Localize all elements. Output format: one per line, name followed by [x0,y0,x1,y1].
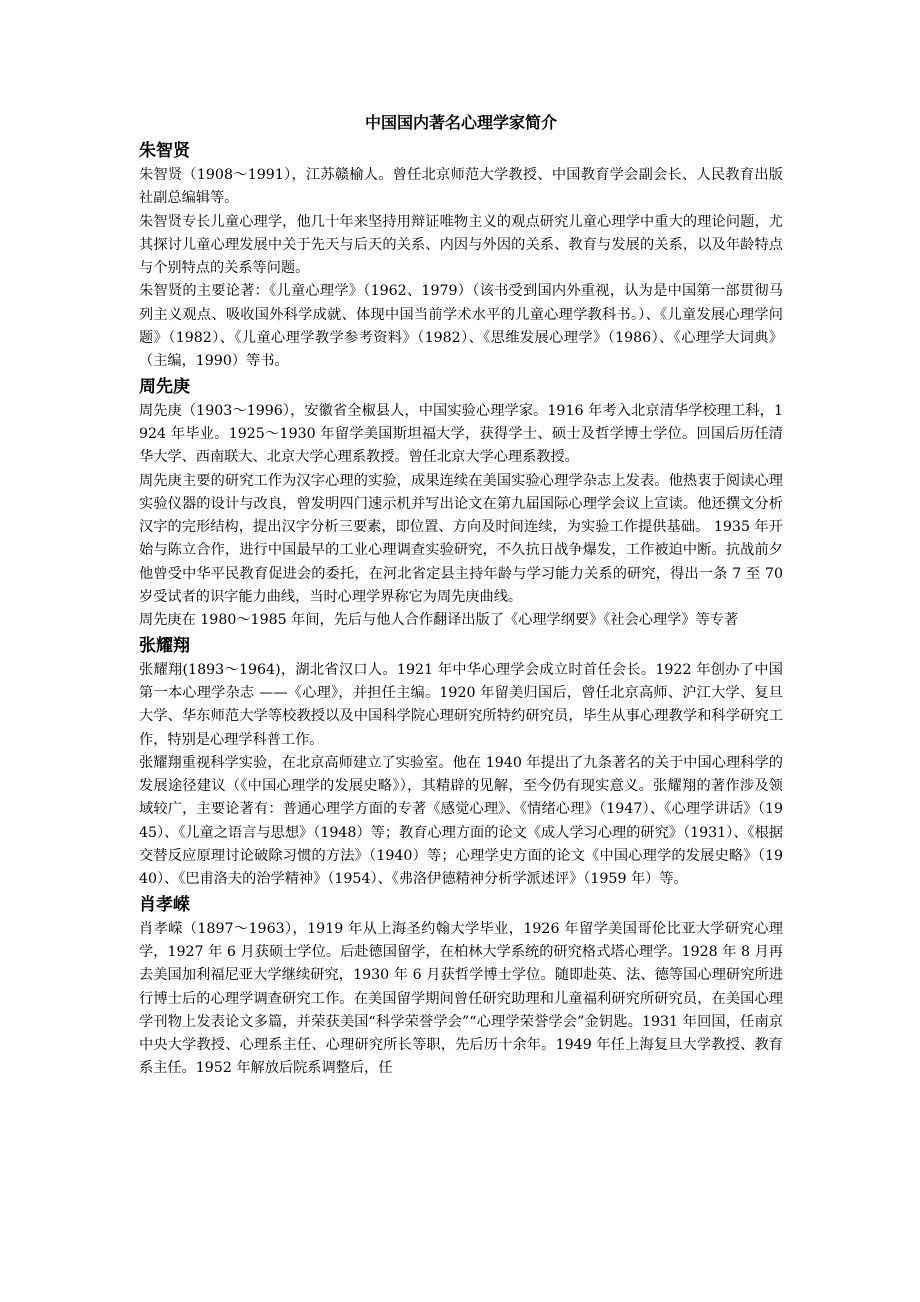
person-name-heading: 朱智贤 [139,141,190,161]
section-zhu-zhixian [139,138,783,374]
body-paragraph: 朱智贤（1908～1991），江苏赣榆人。曾任北京师范大学教授、中国教育学会副会长、人民教育出版社副总编辑等。 [139,167,783,207]
section-zhang-yaoxiang [139,633,783,892]
body-paragraph: 周先庚在 1980～1985 年间，先后与他人合作翻译出版了《心理学纲要》《社会心理学》等专著 [139,612,739,629]
document-title: 中国国内著名心理学家简介 [364,113,557,132]
body-paragraph: 张耀翔(1893～1964)，湖北省汉口人。1921 年中华心理学会成立时首任会长。1922 年创办了中国第一本心理学杂志 ——《心理》，并担任主编。1920 年留美归国后，曾任北京高师、沪江大学、复旦大学、华东师范大学等校教授以及中国科学院心理研究所特约研究员，毕生从事心理教学和科学研究工作，特别是心理学科普工作。 [139,661,783,748]
body-paragraph: 周先庚（1903～1996），安徽省全椒县人，中国实验心理学家。1916 年考入北京清华学校理工科，1924 年毕业。1925～1930 年留学美国斯坦福大学，获得学士、硕士及哲学博士学位。回国后历任清华大学、西南联大、北京大学心理系教授。曾任北京大学心理系教授。 [139,402,783,466]
section-xiao-xiaorong [139,892,783,1081]
body-paragraph: 朱智贤专长儿童心理学，他几十年来坚持用辩证唯物主义的观点研究儿童心理学中重大的理论问题，尤其探讨儿童心理发展中关于先天与后天的关系、内因与外因的关系、教育与发展的关系，以及年龄特点与个别特点的关系等问题。 [139,213,783,277]
section-zhou-xiangeng [139,374,783,633]
person-name-heading: 张耀翔 [139,635,190,656]
person-name-heading: 肖孝嵘 [139,894,190,915]
body-paragraph: 肖孝嵘（1897～1963），1919 年从上海圣约翰大学毕业，1926 年留学美国哥伦比亚大学研究心理学，1927 年 6 月获硕士学位。后赴德国留学，在柏林大学系统的研究格式塔心理学。1928 年 8 月再去美国加利福尼亚大学继续研究，1930 年 6 月获哲学博士学位。随即赴英、法、德等国心理研究所进行博士后的心理学调查研究工作。在美国留学期间曾任研究助理和儿童福利研究所研究员，在美国心理学刊物上发表论文多篇，并荣获美国“科学荣誉学会”“心理学荣誉学会”金钥匙。1931 年回国，任南京中央大学教授、心理系主任、心理研究所长等职，先后历十余年。1949 年任上海复旦大学教授、教育系主任。1952 年解放后院系调整后，任 [139,920,783,1077]
body-paragraph: 张耀翔重视科学实验，在北京高师建立了实验室。他在 1940 年提出了九条著名的关于中国心理科学的发展途径建议（《中国心理学的发展史略》），其精辟的见解，至今仍有现实意义。张耀翔的著作涉及领域较广，主要论著有：普通心理学方面的专著《感觉心理》、《情绪心理》（1947）、《心理学讲话》（1945）、《儿童之语言与思想》（1948）等；教育心理方面的论文《成人学习心理的研究》（1931）、《根据交替反应原理讨论破除习惯的方法》（1940）等；心理学史方面的论文《中国心理学的发展史略》（1940）、《巴甫洛夫的治学精神》（1954）、《弗洛伊德精神分析学派述评》（1959 年）等。 [139,754,783,888]
body-paragraph: 朱智贤的主要论著：《儿童心理学》（1962、1979）（该书受到国内外重视，认为是中国第一部贯彻马列主义观点、吸收国外科学成就、体现中国当前学术水平的儿童心理学教科书。）、《儿童发展心理学问题》（1982）、《儿童心理学教学参考资料》（1982）、《思维发展心理学》（1986）、《心理学大词典》（主编，1990）等书。 [139,283,783,370]
person-name-heading: 周先庚 [139,376,190,397]
body-paragraph: 周先庚主要的研究工作为汉字心理的实验，成果连续在美国实验心理学杂志上发表。他热衷于阅读心理实验仪器的设计与改良，曾发明四门速示机并写出论文在第九届国际心理学会议上宣读。他还撰文分析汉字的完形结构，提出汉字分析三要素，即位置、方向及时间连续，为实验工作提供基础。 1935 年开始与陈立合作，进行中国最早的工业心理调查实验研究，不久抗日战争爆发，工作被迫中断。抗战前夕他曾受中华平民教育促进会的委托，在河北省定县主持年龄与学习能力关系的研究，得出一条 7 至 70 岁受试者的识字能力曲线，当时心理学界称它为周先庚曲线。 [139,472,783,606]
document-page [139,108,783,1081]
